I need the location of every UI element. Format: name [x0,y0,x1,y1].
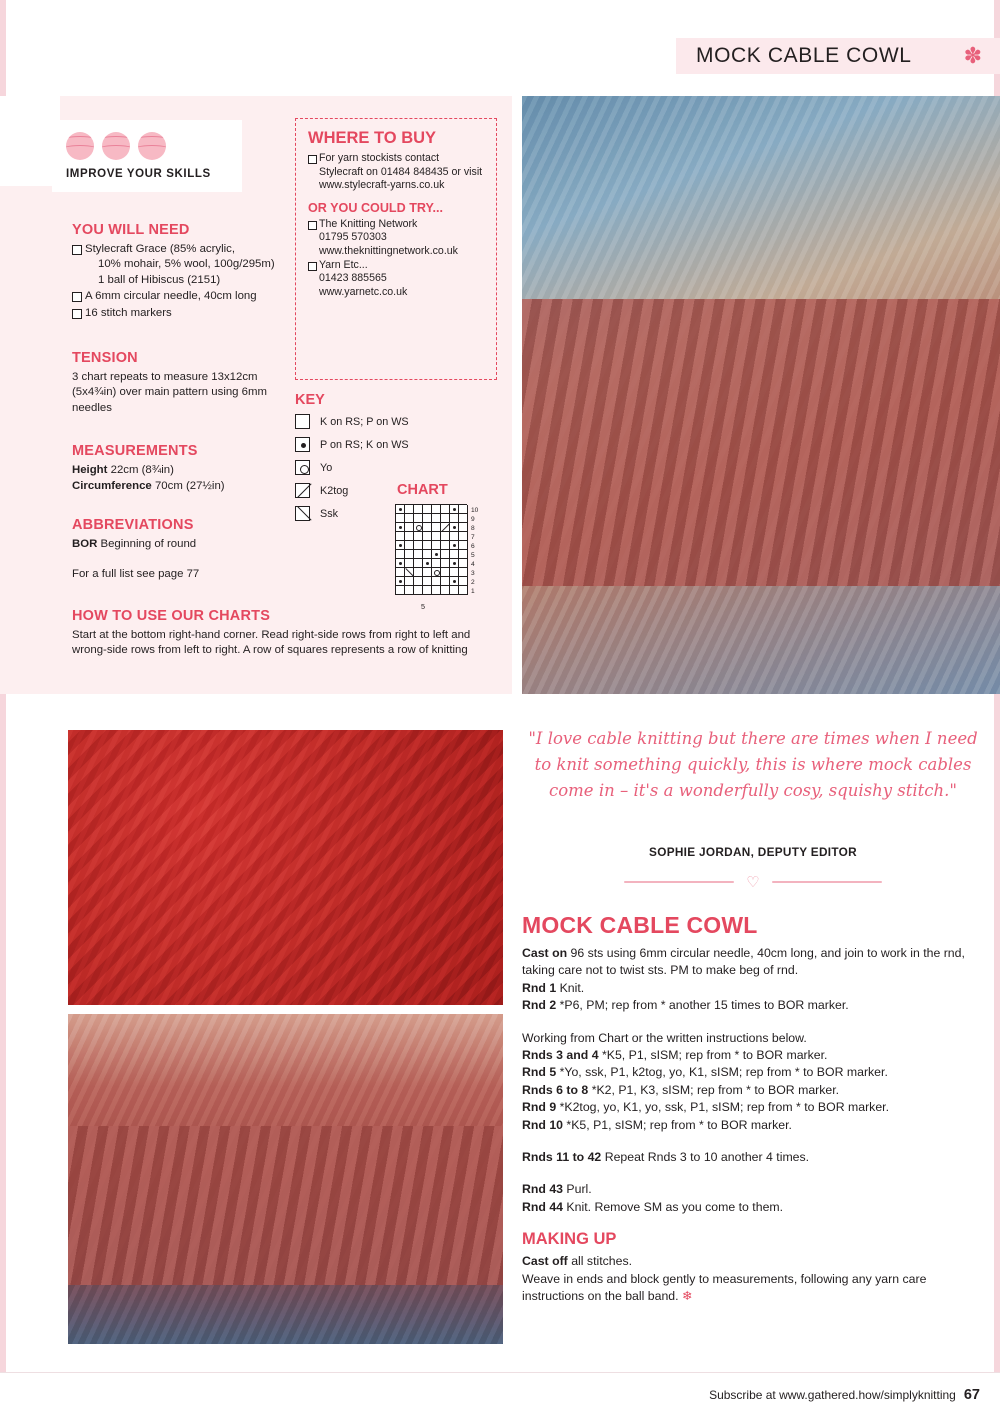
chart-cell-dot [423,559,432,568]
symbol-yarn-over-icon [295,460,310,475]
pattern-title: MOCK CABLE COWL [522,912,758,938]
chart-row-number: 7 [471,534,475,541]
chart-cell-blank [459,577,468,586]
chart-row-number: 5 [471,552,475,559]
chart-cell-blank [423,550,432,559]
supplier-phone: 01423 885565 [319,272,387,285]
page-footer [0,1372,1000,1416]
pattern-instructions [522,912,992,1306]
supplier-url: www.yarnetc.co.uk [319,285,408,298]
pattern-round: Rnd 10 *K5, P1, sISM; rep from * to BOR marker. [522,1117,792,1132]
chart-cell-blank [405,586,414,595]
flower-icon: ❄ [681,1289,693,1304]
chart-cell-blank [405,514,414,523]
swatch-photo [68,730,503,1005]
key-row [295,414,475,429]
model-photo [522,96,1000,694]
chart-cell-dot [450,505,459,514]
pattern-rnd2: Rnd 2 *P6, PM; rep from * another 15 times to BOR marker. [522,998,849,1013]
chart-cell-blank [423,532,432,541]
chart-cell-blank [396,586,405,595]
chart-row-number: 9 [471,516,475,523]
chart-row-numbers [471,506,478,596]
footer-text: Subscribe at www.gathered.how/simplyknitting [709,1387,956,1402]
measurement-row [72,463,287,479]
abbreviations-heading: ABBREVIATIONS [72,517,194,533]
pattern-round: Rnd 5 *Yo, ssk, P1, k2tog, yo, K1, sISM; rep from * to BOR marker. [522,1065,888,1080]
pattern-intro-text: 96 sts using 6mm circular needle, 40cm long, and join to work in the rnd, taking care not to twist sts. PM to make beg of rnd. [522,946,965,978]
chart-cell-blank [414,559,423,568]
list-item-label: Stylecraft Grace (85% acrylic, [85,243,236,255]
key-row [295,437,475,452]
pattern-repeat: Rnds 11 to 42 Repeat Rnds 3 to 10 another 4 times. [522,1150,810,1165]
chart-cell-dot [396,505,405,514]
key-label: P on RS; K on WS [320,438,409,451]
pattern-round: Rnd 9 *K2tog, yo, K1, yo, ssk, P1, sISM; rep from * to BOR marker. [522,1100,889,1115]
list-item: For yarn stockists contact Stylecraft on 01484 848435 or visit www.stylecraft-yarns.co.uk [308,152,484,193]
symbol-k2tog-icon [295,483,310,498]
alternatives-list [308,218,484,300]
chart-cell-k2tog [441,523,450,532]
chart-cell-blank [432,541,441,550]
quote-byline: SOPHIE JORDAN, DEPUTY EDITOR [649,845,857,859]
measurement-value: 22cm (8¾in) [110,464,174,476]
chart-cell-blank [405,523,414,532]
chart-cell-blank [423,577,432,586]
chart-cell-blank [432,586,441,595]
heart-icon: ♡ [518,868,988,896]
chart-cell-blank [414,577,423,586]
closeup-photo [68,1014,503,1344]
list-item: A 6mm circular needle, 40cm long [72,289,287,304]
measurements-heading: MEASUREMENTS [72,443,198,459]
supplier-name: The Knitting Network [319,217,418,230]
chart-cell-blank [414,550,423,559]
supplier-url: www.theknittingnetwork.co.uk [319,244,458,257]
chart-row-number: 3 [471,570,475,577]
how-to-use-charts-section [72,608,502,659]
chart-cell-blank [441,586,450,595]
symbol-blank-icon [295,414,310,429]
chart-cell-dot [396,523,405,532]
pattern-round: Rnds 3 and 4 *K5, P1, sISM; rep from * to BOR marker. [522,1048,828,1063]
chart-cell-blank [441,505,450,514]
making-up-line2 [522,1271,992,1306]
pattern-rnd44: Rnd 44 Knit. Remove SM as you come to them. [522,1199,784,1214]
making-up-line1: Cast off all stitches. [522,1254,633,1269]
making-up-heading: MAKING UP [522,1230,617,1249]
chart-cell-blank [405,541,414,550]
abbreviation-label: BOR [72,538,98,550]
chart-row-number: 2 [471,579,475,586]
tension-heading: TENSION [72,350,138,366]
chart-cell-blank [450,550,459,559]
list-item [308,259,484,300]
page-number: 67 [963,1386,980,1403]
chart-block [395,482,505,611]
chart-cell-dot [450,541,459,550]
yarn-ball-icon [138,132,166,160]
chart-cell-blank [450,586,459,595]
chart-row-number: 1 [471,588,475,595]
chart-cell-blank [441,541,450,550]
where-to-buy-stockists [308,152,484,193]
skills-label: IMPROVE YOUR SKILLS [66,168,211,180]
symbol-purl-dot-icon [295,437,310,452]
chart-cell-blank [423,568,432,577]
chart-column-number: 5 [421,602,425,611]
chart-cell-blank [432,577,441,586]
chart-cell-blank [459,532,468,541]
chart-cell-blank [432,514,441,523]
page-title-bar [676,38,1000,74]
measurements-section [72,443,287,494]
pull-quote: "I love cable knitting but there are times when I need to knit something quickly, this is where mock cables come in – it's a wonderfully cosy, squishy stitch." [528,729,978,800]
where-to-buy-heading: WHERE TO BUY [308,129,437,147]
chart-cell-blank [405,505,414,514]
measurement-label: Height [72,464,108,476]
chart-cell-blank [459,523,468,532]
chart-cell-blank [432,559,441,568]
chart-cell-blank [441,550,450,559]
list-item-sub: 10% mohair, 5% wool, 100g/295m) [98,258,275,271]
chart-cell-blank [396,532,405,541]
chart-cell-blank [414,532,423,541]
chart-cell-blank [432,505,441,514]
chart-cell-blank [405,532,414,541]
chart-cell-blank [423,514,432,523]
abbreviations-note: For a full list see page 77 [72,567,200,580]
key-label: K2tog [320,484,349,497]
pattern-intro: Cast on 96 sts using 6mm circular needle, 40cm long, and join to work in the rnd, taking care not to twist sts. PM to make beg of rnd. [522,946,965,978]
chart-cell-blank [396,550,405,559]
abbreviation-value: Beginning of round [100,538,197,550]
chart-cell-blank [414,541,423,550]
chart-row-number: 8 [471,525,475,532]
chart-cell-blank [405,577,414,586]
photo-texture [68,730,503,1005]
yarn-ball-icons [66,132,166,160]
chart-cell-blank [459,586,468,595]
chart-cell-blank [459,550,468,559]
chart-cell-blank [441,568,450,577]
chart-heading: CHART [397,482,448,498]
chart-cell-blank [459,541,468,550]
chart-cell-dot [432,550,441,559]
key-label: K on RS; P on WS [320,415,409,428]
chart-cell-dot [450,523,459,532]
chart-cell-blank [423,586,432,595]
chart-cell-yo [432,568,441,577]
yarn-ball-icon [102,132,130,160]
abbreviation-row [72,537,287,553]
you-will-need-list [72,242,287,321]
chart-cell-blank [459,559,468,568]
cowl-region [68,1126,503,1284]
chart-cell-ssk [405,568,414,577]
chart-row-number: 10 [471,507,479,514]
chart-cell-blank [414,505,423,514]
measurement-value: 70cm (27½in) [154,479,225,492]
supplier-name: Yarn Etc... [319,258,368,271]
chart-cell-blank [405,550,414,559]
abbreviations-section [72,517,287,582]
chart-cell-blank [459,505,468,514]
chart-cell-dot [396,541,405,550]
tension-text: 3 chart repeats to measure 13x12cm (5x4¾in) over main pattern using 6mm needles [72,371,267,414]
cowl-region [522,299,1000,586]
pattern-round: Rnds 6 to 8 *K2, P1, K3, sISM; rep from * to BOR marker. [522,1082,840,1097]
chart-cell-blank [459,568,468,577]
chart-cell-blank [450,514,459,523]
chart-cell-dot [450,559,459,568]
pattern-rnd43: Rnd 43 Purl. [522,1182,592,1197]
chart-row-number: 4 [471,561,475,568]
chart-cell-dot [396,577,405,586]
how-to-use-text: Start at the bottom right-hand corner. Read right-side rows from right to left and wrong-side rows from left to right. A row of squares represents a row of knitting [72,629,471,657]
list-item [72,242,287,288]
chart-cell-blank [405,559,414,568]
chart-cell-yo [414,523,423,532]
chart-cell-blank [432,532,441,541]
chart-grid [395,504,467,595]
key-label: Yo [320,461,333,474]
key-heading: KEY [295,392,325,408]
chart-cell-blank [396,568,405,577]
measurement-row [72,479,287,495]
chart-cell-blank [423,523,432,532]
chart-cell-blank [459,514,468,523]
chart-cell-blank [441,559,450,568]
you-will-need-section [72,222,287,322]
where-to-buy-box [295,118,497,380]
list-item-sub: 1 ball of Hibiscus (2151) [98,273,221,286]
list-item [308,218,484,259]
chart-cell-blank [441,532,450,541]
chart-cell-blank [450,568,459,577]
key-label: Ssk [320,507,338,520]
yarn-ball-icon [66,132,94,160]
list-item: 16 stitch markers [72,306,287,321]
pattern-working-note: Working from Chart or the written instructions below. [522,1030,807,1045]
page-title: MOCK CABLE COWL [696,44,912,67]
you-will-need-heading: YOU WILL NEED [72,222,190,238]
alternatives-heading: OR YOU COULD TRY... [308,200,444,215]
tension-section [72,350,287,416]
panel-notch [0,96,60,186]
chart-cell-dot [396,559,405,568]
chart-cell-blank [414,514,423,523]
pattern-rnd1: Rnd 1 Knit. [522,980,585,995]
chart-cell-blank [432,523,441,532]
chart-cell-blank [423,505,432,514]
chart-row-number: 6 [471,543,475,550]
chart-cell-blank [414,568,423,577]
how-to-use-heading: HOW TO USE OUR CHARTS [72,608,271,624]
chart-cell-dot [450,577,459,586]
chart-cell-blank [450,532,459,541]
chart-cell-blank [396,514,405,523]
making-up-text: Weave in ends and block gently to measurements, following any yarn care instructions on the ball band. [522,1271,927,1304]
key-row [295,460,475,475]
symbol-ssk-icon [295,506,310,521]
chart-cell-blank [441,514,450,523]
supplier-phone: 01795 570303 [319,231,387,244]
chart-cell-blank [414,586,423,595]
measurement-label: Circumference [72,479,152,492]
chart-cell-blank [441,577,450,586]
asterisk-flower-icon: ✽ [963,43,982,68]
chart-cell-blank [423,541,432,550]
